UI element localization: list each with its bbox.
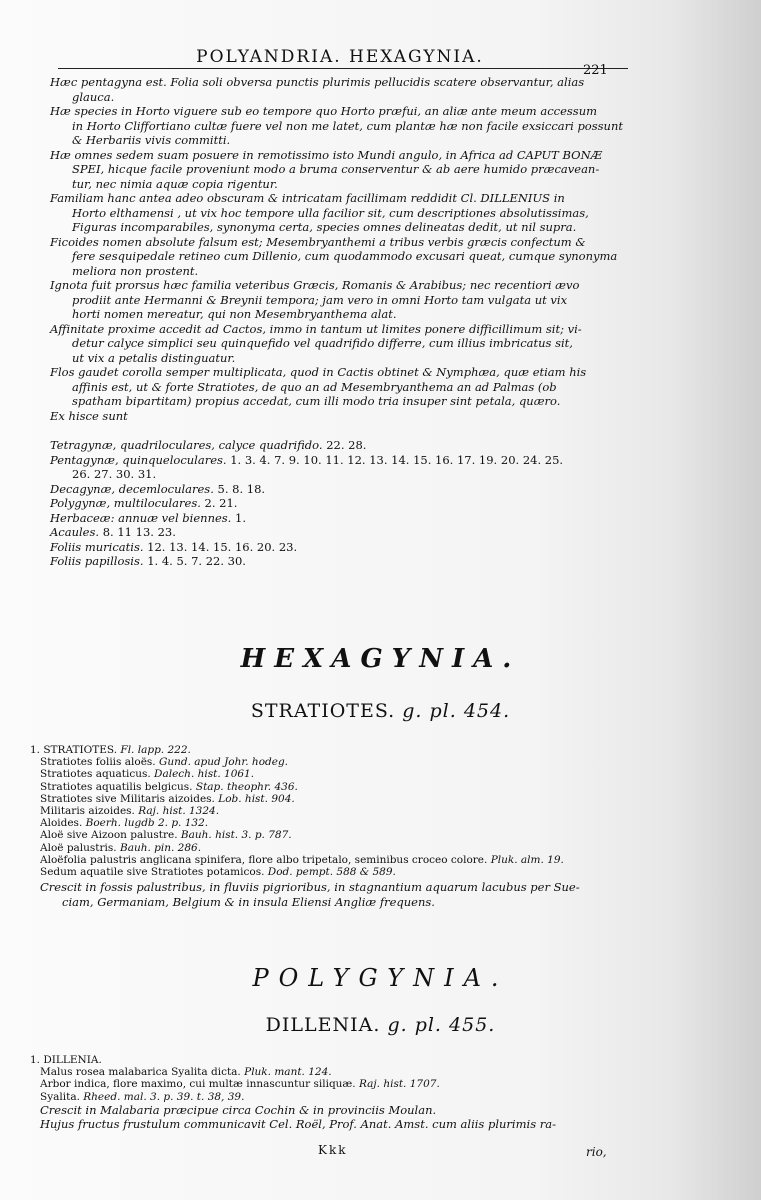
- synonym-name: Stratiotes sive Militaris aizoides.: [40, 792, 215, 805]
- synonym-line: [30, 781, 640, 793]
- text-line: & Herbariis vivis committi.: [72, 133, 231, 147]
- synonym-name: Stratiotes aquatilis belgicus.: [40, 780, 193, 793]
- genus-heading-dillenia: [0, 1014, 761, 1036]
- division-label: Polygynæ, multiloculares.: [50, 496, 201, 510]
- synonym-name: Aloëfolia palustris anglicana spinifera, flore albo tripetalo, seminibus croceo colore.: [40, 853, 488, 866]
- division-numbers: 12. 13. 14. 15. 16. 20. 23.: [147, 539, 298, 554]
- text-line: Affinitate proxime accedit ad Cactos, immo in tantum ut limites ponere difficillimum sit; vi-: [50, 321, 582, 336]
- division-numbers: 2. 21.: [204, 496, 238, 510]
- genus-name: DILLENIA.: [265, 1014, 381, 1036]
- synonym-line: [30, 805, 640, 817]
- text-line: Hæc pentagyna est. Folia soli obversa punctis plurimis pellucidis scatere observantur, alias: [50, 75, 585, 89]
- synonym-line: [30, 866, 640, 878]
- text-line: ut vix a petalis distinguatur.: [72, 350, 236, 365]
- page-number: 221: [583, 63, 608, 78]
- division-numbers: 1. 4. 5. 7. 22. 30.: [147, 554, 246, 568]
- text-line: affinis est, ut & forte Stratiotes, de quo an ad Mesembryanthema an ad Palmas (ob: [72, 379, 557, 394]
- text-line: Ignota fuit prorsus hæc familia veteribus Græcis, Romanis & Arabibus; nec recentiori ævo: [50, 278, 580, 292]
- synonym-line: [30, 756, 640, 768]
- stratiotes-entry: [30, 744, 640, 909]
- text-line: Familiam hanc antea adeo obscuram & intricatam facillimam reddidit Cl. DILLENIUS in: [50, 191, 565, 205]
- synonym-citation: Bauh. hist. 3. p. 787.: [180, 829, 292, 842]
- synonym-line: [30, 768, 640, 780]
- genus-heading-stratiotes: [0, 700, 761, 722]
- division-label: Decagynæ, decemloculares.: [50, 481, 214, 496]
- division-row: [50, 482, 640, 497]
- division-row: [50, 453, 640, 468]
- synonym-name: Malus rosea malabarica Syalita dicta.: [40, 1066, 241, 1079]
- division-label: Pentagynæ, quinqueloculares.: [50, 452, 227, 467]
- division-numbers: 5. 8. 18.: [217, 481, 266, 496]
- synonym-name: Aloë sive Aizoon palustre.: [40, 829, 178, 842]
- synonym-name: Stratiotes aquaticus.: [40, 768, 151, 781]
- division-numbers: 1. 3. 4. 7. 9. 10. 11. 12. 13. 14. 15. 16. 17. 19. 20. 24. 25.: [230, 452, 564, 467]
- dillenia-entry: [30, 1054, 640, 1132]
- synonym-line: [30, 817, 640, 829]
- entry-reference: Fl. lapp. 222.: [120, 744, 191, 756]
- signature-mark: Kkk: [318, 1143, 348, 1157]
- synonym-name: Aloides.: [40, 817, 83, 830]
- division-row: [50, 496, 640, 511]
- text-line: horti nomen mereatur, qui non Mesembryanthema alat.: [72, 307, 397, 321]
- text-line: Figuras incomparabiles, synonyma certa, species omnes delineatas dedit, ut nil supra.: [72, 220, 577, 234]
- synonym-citation: Lob. hist. 904.: [218, 792, 295, 805]
- habitat-line: Crescit in Malabaria præcipue circa Cochin & in provinciis Moulan.: [40, 1102, 437, 1117]
- synonym-name: Sedum aquatile sive Stratiotes potamicos.: [40, 866, 265, 879]
- synonym-citation: Bauh. pin. 286.: [119, 841, 202, 854]
- division-label: Foliis papillosis.: [50, 554, 144, 568]
- entry-heading: [30, 1054, 640, 1066]
- text-line: Ficoides nomen absolute falsum est; Mesembryanthemi a tribus verbis græcis confectum &: [50, 234, 586, 249]
- text-line: fere sesquipedale retineo cum Dillenio, cum quodammodo excusari queat, cumque synonyma: [72, 249, 618, 263]
- synonym-name: Aloë palustris.: [40, 841, 117, 854]
- text-line: prodiit ante Hermanni & Breynii tempora; jam vero in omni Horto tam vulgata ut vix: [72, 292, 568, 307]
- text-line: glauca.: [72, 89, 115, 104]
- synonym-name: Syalita.: [40, 1090, 80, 1103]
- synonym-citation: Raj. hist. 1707.: [358, 1078, 440, 1091]
- catchword: rio,: [586, 1145, 607, 1159]
- synonym-line: [30, 1078, 640, 1090]
- synonym-name: Arbor indica, flore maximo, cui multæ innascuntur siliquæ.: [40, 1078, 356, 1091]
- running-head: POLYANDRIA. HEXAGYNIA.: [196, 47, 484, 67]
- show-through: [500, 540, 630, 553]
- synonym-line: [30, 1091, 640, 1103]
- division-numbers: 22. 28.: [326, 438, 367, 452]
- synonym-name: Stratiotes foliis aloës.: [40, 756, 156, 769]
- synonym-citation: Dalech. hist. 1061.: [154, 768, 255, 781]
- division-numbers: 26. 27. 30. 31.: [72, 467, 157, 481]
- habitat-line: Hujus fructus frustulum communicavit Cel. Roël, Prof. Anat. Amst. cum aliis plurimis ra-: [40, 1117, 556, 1132]
- habitat-line: ciam, Germaniam, Belgium & in insula Eliensi Angliæ frequens.: [62, 894, 435, 909]
- synonym-citation: Stap. theophr. 436.: [195, 780, 298, 793]
- text-line: Hæ species in Horto viguere sub eo tempore quo Horto præfui, an aliæ ante meum accessum: [50, 104, 598, 118]
- synonym-citation: Rheed. mal. 3. p. 39. t. 38, 39.: [83, 1090, 245, 1103]
- section-title-hexagynia: HEXAGYNIA.: [240, 644, 521, 674]
- head-rule: [58, 68, 628, 69]
- synonym-line: [30, 842, 640, 854]
- text-line: Hæ omnes sedem suam posuere in remotissimo isto Mundi angulo, in Africa ad CAPUT BONÆ: [50, 147, 603, 162]
- synonym-line: [30, 1066, 640, 1078]
- text-line: in Horto Cliffortiano cultæ fuere vel non me latet, cum plantæ hæ non facile exsiccari possunt: [72, 118, 623, 133]
- division-numbers: 8. 11 13. 23.: [102, 525, 176, 539]
- synonym-citation: Dod. pempt. 588 & 589.: [267, 866, 396, 879]
- entry-heading: [30, 744, 640, 756]
- synonym-citation: Gund. apud Johr. hodeg.: [158, 756, 289, 769]
- text-line: spatham bipartitam) propius accedat, cum illi modo tria insuper sint petala, quæro.: [72, 394, 561, 408]
- text-line: Ex hisce sunt: [50, 408, 128, 423]
- division-label: Acaules.: [50, 525, 100, 539]
- division-numbers: 1.: [235, 510, 246, 525]
- synonym-citation: Raj. hist. 1324.: [138, 805, 220, 818]
- synonym-name: Militaris aizoides.: [40, 805, 135, 818]
- text-line: detur calyce simplici seu quinquefido vel quadrifido differre, cum illius imbricatus sit,: [72, 336, 573, 350]
- synonym-line: [30, 854, 640, 866]
- text-line: SPEI, hicque facile proveniunt modo a bruma conserventur & ab aere humido præcavean-: [72, 162, 600, 176]
- genus-name: STRATIOTES.: [250, 700, 396, 722]
- synonym-citation: Pluk. alm. 19.: [490, 853, 564, 866]
- genus-reference: g. pl. 455.: [387, 1014, 496, 1036]
- division-label: Foliis muricatis.: [50, 539, 144, 554]
- division-label: Herbaceæ: annuæ vel biennes.: [50, 510, 232, 525]
- genus-reference: g. pl. 454.: [402, 700, 511, 722]
- division-row: [50, 467, 640, 482]
- habitat-line: Crescit in fossis palustribus, in fluviis pigrioribus, in stagnantium aquarum lacubus per Sue-: [40, 880, 580, 895]
- text-line: Flos gaudet corolla semper multiplicata, quod in Cactis obtinet & Nymphæa, quæ etiam his: [50, 365, 587, 379]
- division-row: [50, 554, 640, 569]
- synonym-citation: Boerh. lugdb 2. p. 132.: [85, 817, 209, 830]
- synonym-citation: Pluk. mant. 124.: [244, 1066, 332, 1079]
- text-line: Horto elthamensi , ut vix hoc tempore ulla facilior sit, cum descriptiones absolutissimas,: [72, 205, 589, 220]
- text-line: tur, nec nimia aquæ copia rigentur.: [72, 176, 278, 191]
- synonym-line: [30, 829, 640, 841]
- division-row: [50, 525, 640, 540]
- text-line: meliora non prostent.: [72, 263, 199, 278]
- intro-text: [50, 75, 640, 423]
- division-label: Tetragynæ, quadriloculares, calyce quadrifido.: [50, 438, 323, 452]
- division-row: [50, 511, 640, 526]
- entry-name: 1. STRATIOTES.: [30, 744, 118, 756]
- synonym-line: [30, 793, 640, 805]
- entry-name: 1. DILLENIA.: [30, 1054, 102, 1066]
- division-row: [50, 438, 640, 453]
- section-title-polygynia: POLYGYNIA.: [252, 964, 509, 992]
